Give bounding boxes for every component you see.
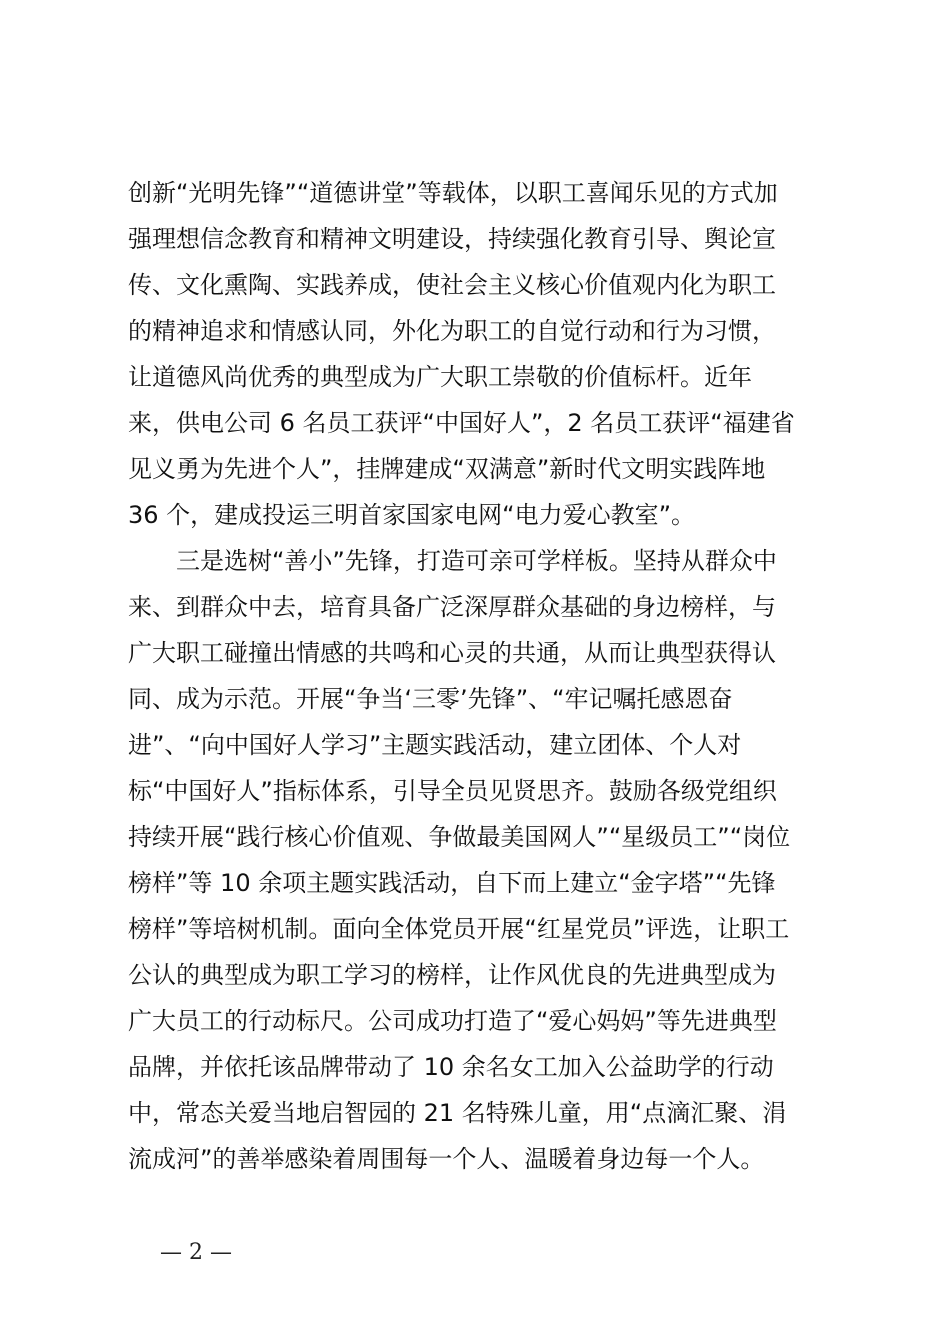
paragraph-start-line: 三是选树“善小”先锋，打造可亲可学样板。坚持从群众中 — [176, 547, 777, 575]
text-line: 品牌，并依托该品牌带动了 10 余名女工加入公益助学的行动 — [128, 1053, 774, 1081]
page-number: — 2 — — [160, 1240, 232, 1265]
document-body — [128, 170, 848, 1182]
text-line: 榜样”等培树机制。面向全体党员开展“红星党员”评选，让职工 — [128, 915, 790, 943]
text-line: 让道德风尚优秀的典型成为广大职工崇敬的价值标杆。近年 — [128, 363, 752, 391]
text-line: 传、文化熏陶、实践养成，使社会主义核心价值观内化为职工 — [128, 271, 776, 299]
text-line: 同、成为示范。开展“争当‘三零’先锋”、“牢记嘱托感恩奋 — [128, 685, 733, 713]
text-line: 创新“光明先锋”“道德讲堂”等载体，以职工喜闻乐见的方式加 — [128, 179, 778, 207]
text-line: 流成河”的善举感染着周围每一个人、温暖着身边每一个人。 — [128, 1145, 765, 1173]
text-line: 强理想信念教育和精神文明建设，持续强化教育引导、舆论宣 — [128, 225, 776, 253]
text-line: 标“中国好人”指标体系，引导全员见贤思齐。鼓励各级党组织 — [128, 777, 777, 805]
text-line: 来，供电公司 6 名员工获评“中国好人”，2 名员工获评“福建省 — [128, 409, 795, 437]
text-line: 持续开展“践行核心价值观、争做最美国网人”“星级员工”“岗位 — [128, 823, 791, 851]
text-line: 见义勇为先进个人”，挂牌建成“双满意”新时代文明实践阵地 — [128, 455, 766, 483]
text-line: 广大员工的行动标尺。公司成功打造了“爱心妈妈”等先进典型 — [128, 1007, 777, 1035]
text-line: 进”、“向中国好人学习”主题实践活动，建立团体、个人对 — [128, 731, 742, 759]
text-line: 36 个，建成投运三明首家国家电网“电力爱心教室”。 — [128, 501, 696, 529]
text-line: 中，常态关爱当地启智园的 21 名特殊儿童，用“点滴汇聚、涓 — [128, 1099, 787, 1127]
text-line: 公认的典型成为职工学习的榜样，让作风优良的先进典型成为 — [128, 961, 776, 989]
text-line: 广大职工碰撞出情感的共鸣和心灵的共通，从而让典型获得认 — [128, 639, 776, 667]
text-line: 来、到群众中去，培育具备广泛深厚群众基础的身边榜样，与 — [128, 593, 776, 621]
text-line: 榜样”等 10 余项主题实践活动，自下而上建立“金字塔”“先锋 — [128, 869, 776, 897]
text-line: 的精神追求和情感认同，外化为职工的自觉行动和行为习惯， — [128, 317, 776, 345]
